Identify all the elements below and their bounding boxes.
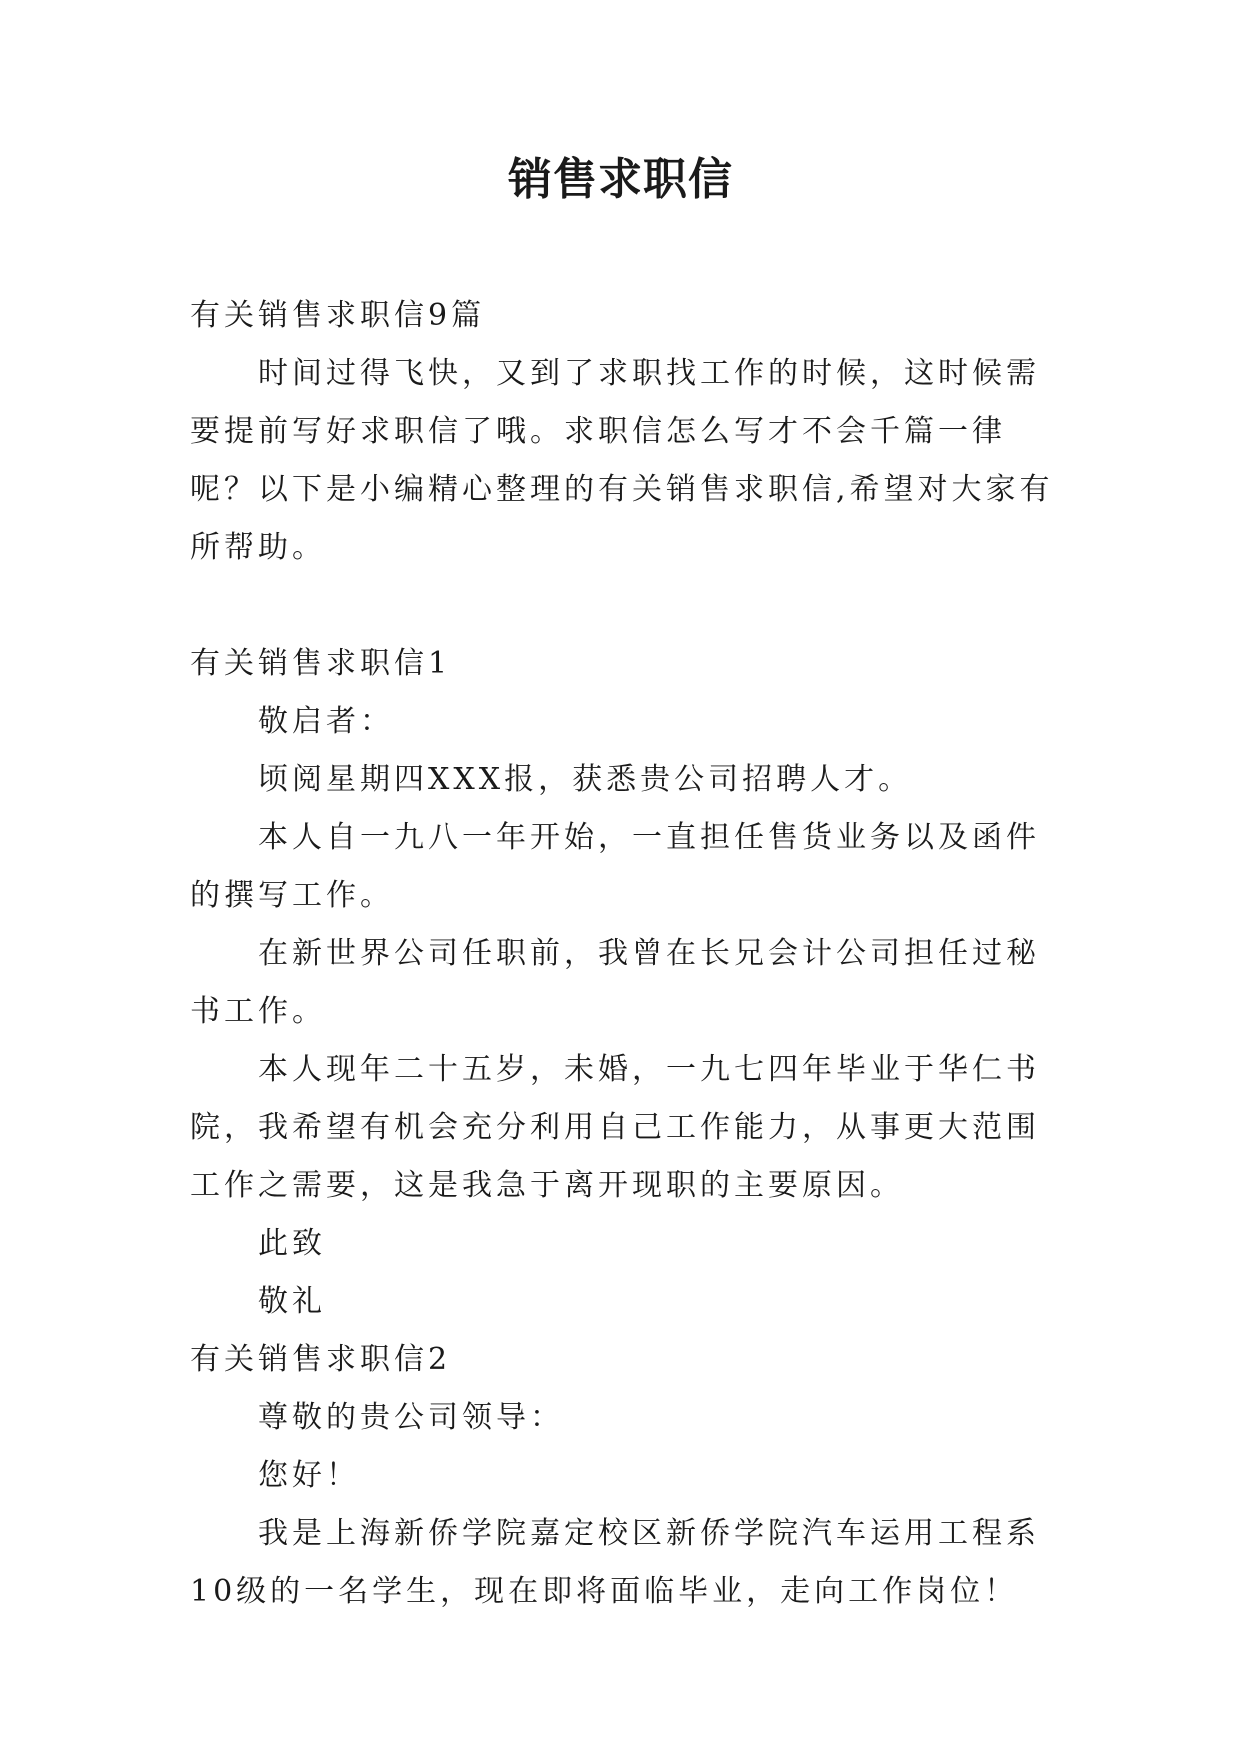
salutation: 尊敬的贵公司领导： [258, 1400, 564, 1435]
greeting: 您好！ [258, 1458, 360, 1493]
section-heading: 有关销售求职信2 [190, 1342, 452, 1377]
document-title: 销售求职信 [508, 154, 733, 205]
document-body [190, 287, 1058, 1621]
intro-paragraph: 时间过得飞快，又到了求职找工作的时候，这时候需要提前写好求职信了哦。求职信怎么写才不会千篇一律呢？以下是小编精心整理的有关销售求职信,希望对大家有所帮助。 [190, 356, 1054, 565]
section-heading: 有关销售求职信9篇 [190, 298, 486, 333]
letter-paragraph: 本人自一九八一年开始，一直担任售货业务以及函件的撰写工作。 [190, 820, 1040, 913]
closing-line: 此致 [258, 1226, 326, 1261]
salutation: 敬启者： [258, 704, 394, 739]
letter-paragraph: 在新世界公司任职前，我曾在长兄会计公司担任过秘书工作。 [190, 936, 1040, 1029]
section-heading: 有关销售求职信1 [190, 646, 452, 681]
closing-line: 敬礼 [258, 1284, 326, 1319]
letter-paragraph: 本人现年二十五岁，未婚，一九七四年毕业于华仁书院，我希望有机会充分利用自己工作能力，从事更大范围工作之需要，这是我急于离开现职的主要原因。 [190, 1052, 1040, 1203]
letter-paragraph: 顷阅星期四XXX报，获悉贵公司招聘人才。 [258, 762, 913, 797]
letter-paragraph: 我是上海新侨学院嘉定校区新侨学院汽车运用工程系10级的一名学生，现在即将面临毕业，走向工作岗位！ [190, 1516, 1040, 1609]
